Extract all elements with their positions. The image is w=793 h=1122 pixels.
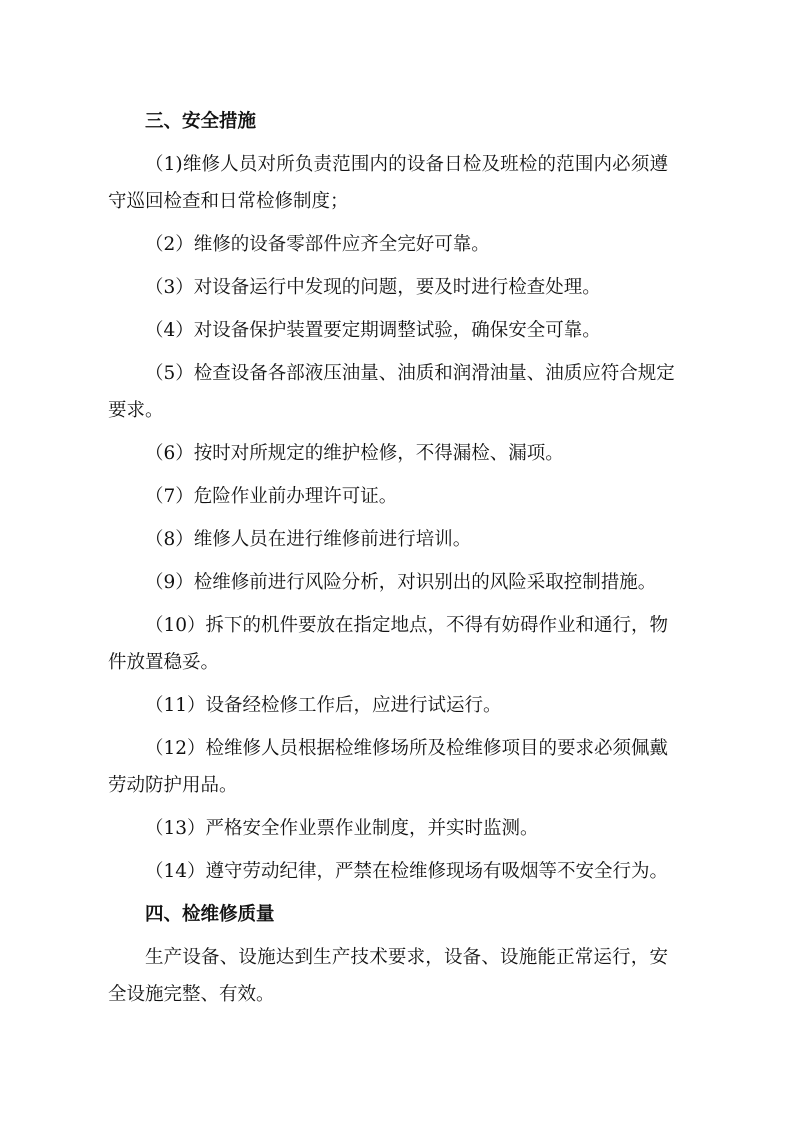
text-line: （1)维修人员对所负责范围内的设备日检及班检的范围内必须遵 bbox=[145, 154, 668, 175]
section-heading bbox=[108, 103, 668, 140]
text-line: （2）维修的设备零部件应齐全完好可靠。 bbox=[145, 234, 490, 255]
text-line: 四、检维修质量 bbox=[145, 904, 275, 925]
paragraph bbox=[108, 435, 668, 472]
text-line: （6）按时对所规定的维护检修，不得漏检、漏项。 bbox=[145, 443, 564, 464]
paragraph bbox=[108, 269, 668, 306]
paragraph bbox=[108, 853, 668, 890]
text-line: （9）检维修前进行风险分析，对识别出的风险采取控制措施。 bbox=[145, 572, 657, 593]
text-line: （3）对设备运行中发现的问题，要及时进行检查处理。 bbox=[145, 277, 601, 298]
text-line: 劳动防护用品。 bbox=[108, 775, 238, 796]
paragraph bbox=[108, 810, 668, 847]
text-line: （12）检维修人员根据检维修场所及检维修项目的要求必须佩戴 bbox=[145, 738, 669, 759]
text-line: 要求。 bbox=[108, 400, 164, 421]
text-line: （8）维修人员在进行维修前进行培训。 bbox=[145, 529, 472, 550]
section-heading bbox=[108, 896, 668, 933]
paragraph bbox=[108, 687, 668, 724]
text-line: 三、安全措施 bbox=[145, 111, 257, 132]
text-line: （14）遵守劳动纪律，严禁在检维修现场有吸烟等不安全行为。 bbox=[145, 861, 669, 882]
text-line: （7）危险作业前办理许可证。 bbox=[145, 486, 398, 507]
paragraph bbox=[108, 478, 668, 515]
paragraph bbox=[108, 607, 668, 681]
text-line: （11）设备经检修工作后，应进行试运行。 bbox=[145, 695, 502, 716]
text-line: （4）对设备保护装置要定期调整试验，确保安全可靠。 bbox=[145, 320, 601, 341]
text-line: 件放置稳妥。 bbox=[108, 652, 220, 673]
paragraph bbox=[108, 146, 668, 220]
text-line: （13）严格安全作业票作业制度，并实时监测。 bbox=[145, 818, 539, 839]
text-line: 全设施完整、有效。 bbox=[108, 984, 275, 1005]
text-line: （5）检查设备各部液压油量、油质和润滑油量、油质应符合规定 bbox=[145, 363, 675, 384]
paragraph bbox=[108, 939, 668, 1013]
paragraph bbox=[108, 730, 668, 804]
document-body bbox=[108, 103, 675, 1013]
paragraph bbox=[108, 312, 668, 349]
paragraph bbox=[108, 564, 668, 601]
paragraph bbox=[108, 226, 668, 263]
text-line: （10）拆下的机件要放在指定地点，不得有妨碍作业和通行，物 bbox=[145, 615, 669, 636]
text-line: 生产设备、设施达到生产技术要求，设备、设施能正常运行，安 bbox=[145, 947, 668, 968]
text-line: 守巡回检查和日常检修制度； bbox=[108, 191, 349, 212]
paragraph bbox=[108, 521, 668, 558]
paragraph bbox=[108, 355, 675, 429]
